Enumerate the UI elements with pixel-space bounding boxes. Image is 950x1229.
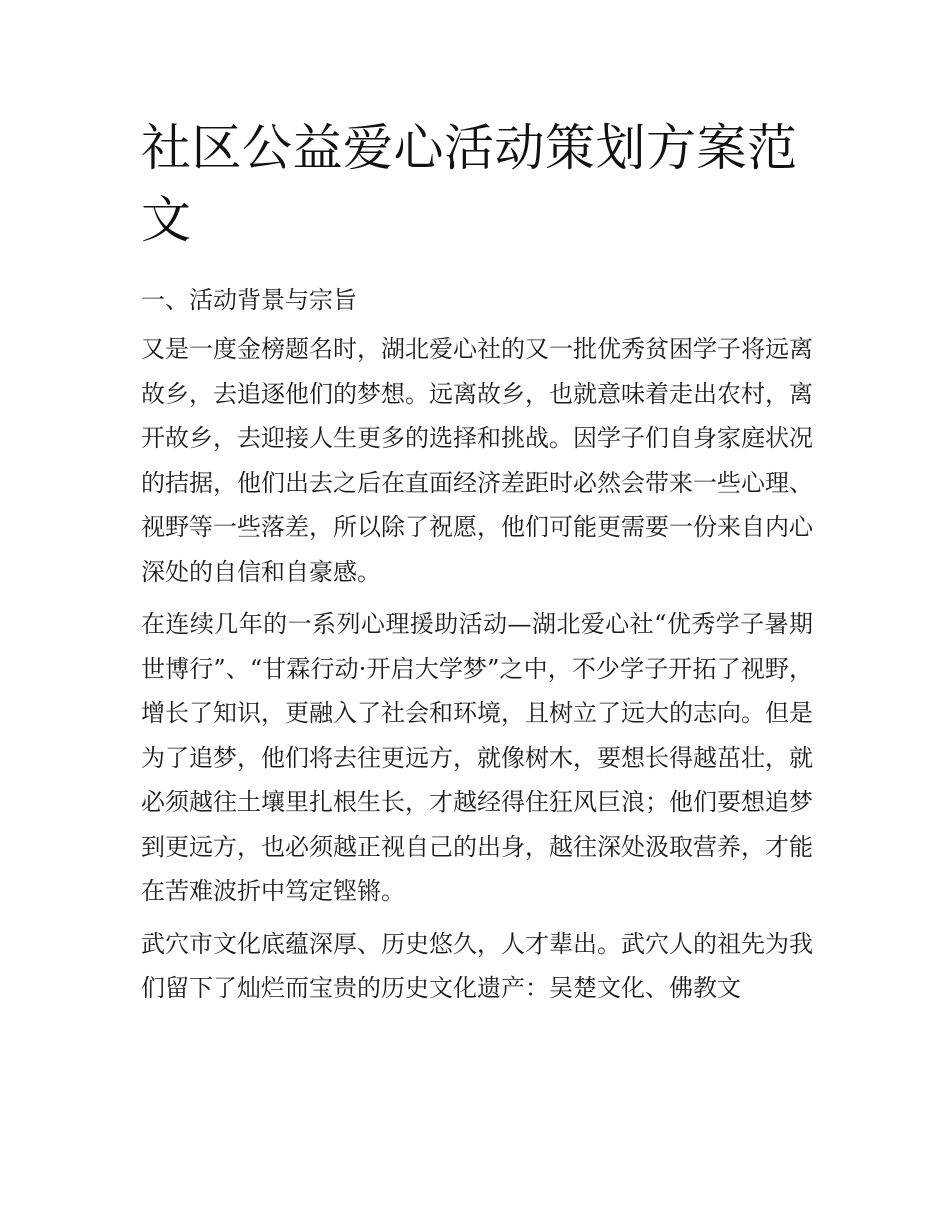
paragraph-3: 武穴市文化底蕴深厚、历史悠久，人才辈出。武穴人的祖先为我们留下了灿烂而宝贵的历史文化遗产：吴楚文化、佛教文: [141, 929, 813, 1002]
document-title: 社区公益爱心活动策划方案范文: [141, 119, 798, 249]
document-body: [141, 112, 813, 1011]
paragraph-1: 又是一度金榜题名时，湖北爱心社的又一批优秀贫困学子将远离故乡，去追逐他们的梦想。远离故乡，也就意味着走出农村，离开故乡，去迎接人生更多的选择和挑战。因学子们自身家庭状况的拮据，他们出去之后在直面经济差距时必然会带来一些心理、视野等一些落差，所以除了祝愿，他们可能更需要一份来自内心深处的自信和自豪感。: [141, 335, 813, 586]
section-heading: 一、活动背景与宗旨: [141, 286, 357, 314]
paragraph-2: 在连续几年的一系列心理援助活动—湖北爱心社“优秀学子暑期世博行”、“甘霖行动·开启大学梦”之中，不少学子开拓了视野，增长了知识，更融入了社会和环境，且树立了远大的志向。但是为了追梦，他们将去往更远方，就像树木，要想长得越茁壮，就必须越往土壤里扎根生长，才越经得住狂风巨浪；他们要想追梦到更远方，也必须越正视自己的出身，越往深处汲取营养，才能在苦难波折中笃定铿锵。: [141, 610, 813, 905]
section-background-purpose: [141, 285, 813, 1011]
